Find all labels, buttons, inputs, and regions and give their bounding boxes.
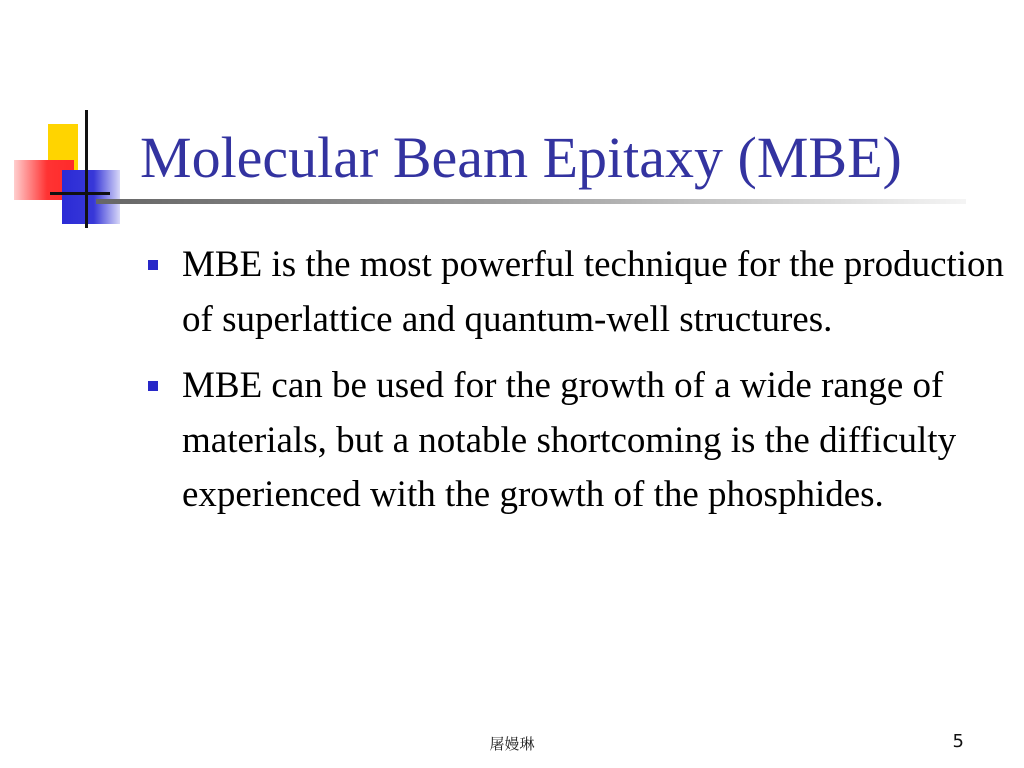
bullet-square-icon bbox=[148, 260, 158, 270]
slide-title: Molecular Beam Epitaxy (MBE) bbox=[140, 125, 902, 190]
bullet-item bbox=[146, 359, 1006, 523]
bullet-square-icon bbox=[148, 381, 158, 391]
footer-author: 屠嫚琳 bbox=[489, 735, 535, 753]
bullet-text: MBE can be used for the growth of a wide range of materials, but a notable shortcoming is the difficulty experienced with the growth of the phosphides. bbox=[182, 365, 957, 515]
deco-blue-square bbox=[62, 170, 120, 224]
page-number: 5 bbox=[952, 731, 964, 752]
deco-vertical-line bbox=[85, 110, 88, 228]
decorative-logo-graphic bbox=[0, 0, 140, 240]
bullet-list bbox=[146, 238, 1006, 535]
title-underline-rule bbox=[96, 199, 966, 204]
bullet-text: MBE is the most powerful technique for the production of superlattice and quantum-well structures. bbox=[182, 244, 1005, 340]
deco-horizontal-line bbox=[50, 192, 110, 195]
bullet-item bbox=[146, 238, 1006, 347]
